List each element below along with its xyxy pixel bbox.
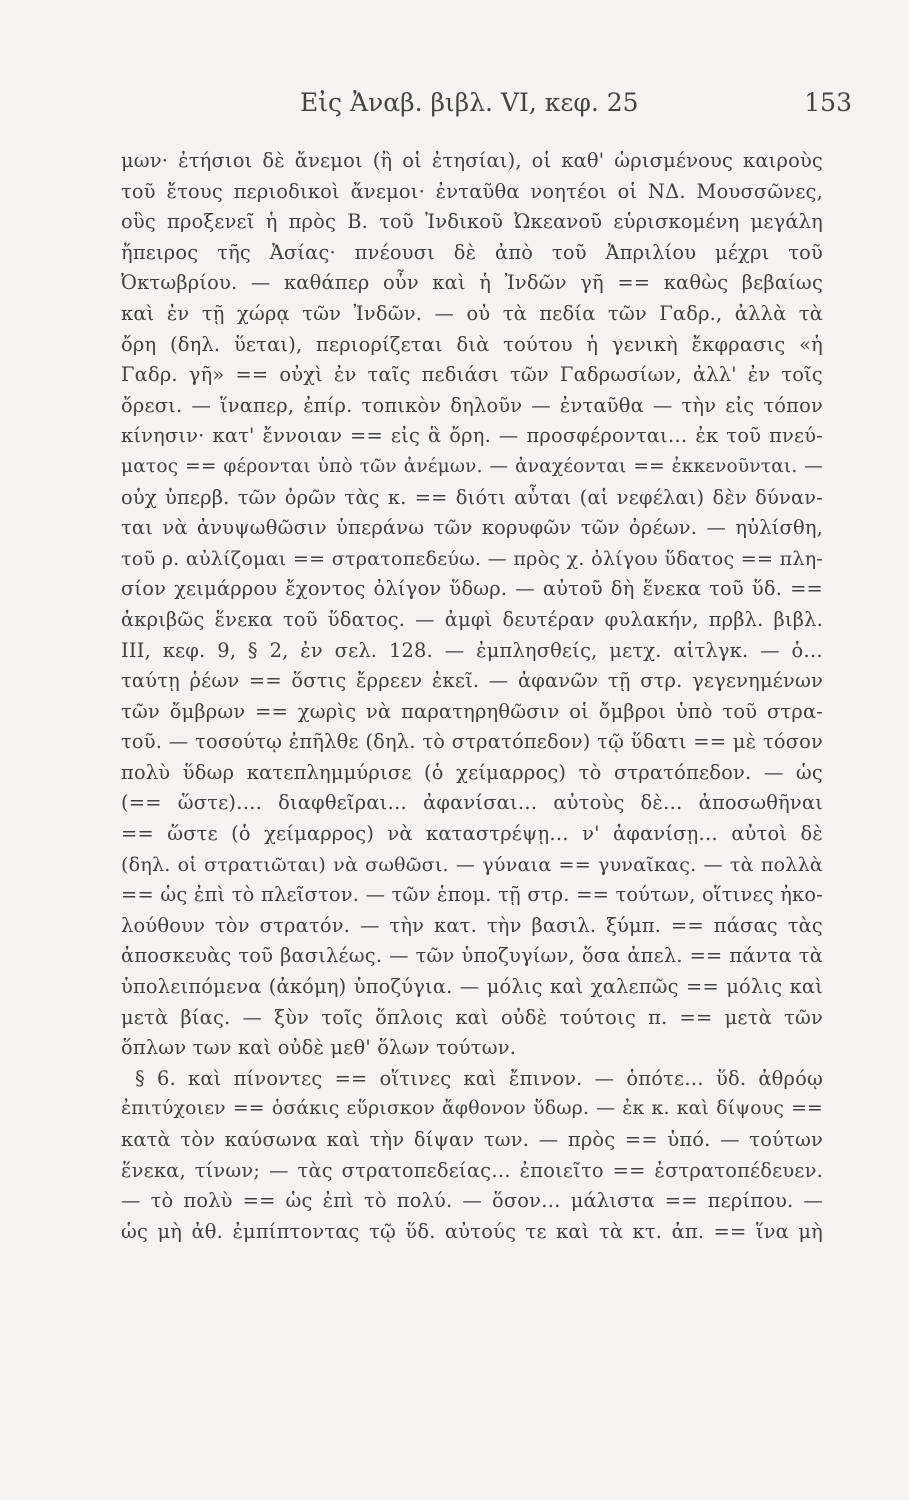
text-line: τοῦ ρ. αὐλίζομαι == στρατοπεδεύω. — πρὸς χ. ὀλίγου ὕδατος == πλη-	[121, 546, 823, 570]
text-line: πολὺ ὕδωρ κατεπλημμύρισε (ὁ χείμαρρος) τὸ στρατόπεδον. — ὡς	[121, 760, 823, 784]
section-start-line: § 6. καὶ πίνοντες == οἵτινες καὶ ἔπινον. — ὁπότε… ὕδ. ἀθρόῳ	[135, 1066, 823, 1090]
text-line: οὐχ ὑπερβ. τῶν ὀρῶν τὰς κ. == διότι αὗται (αἱ νεφέλαι) δὲν δύναν-	[121, 485, 823, 509]
text-line: λούθουν τὸν στρατόν. — τὴν κατ. τὴν βασιλ. ξύμπ. == πάσας τὰς	[121, 913, 823, 937]
text-line: ἕνεκα, τίνων; — τὰς στρατοπεδείας… ἐποιεῖτο == ἐστρατοπέδευεν.	[121, 1158, 823, 1182]
text-line: ὡς μὴ ἀθ. ἐμπίπτοντας τῷ ὕδ. αὐτούς τε καὶ τὰ κτ. ἀπ. == ἵνα μὴ	[121, 1219, 823, 1243]
text-line: οὓς προξενεῖ ἡ πρὸς Β. τοῦ Ἰνδικοῦ Ὠκεανοῦ εὑρισκομένη μεγάλη	[121, 210, 823, 234]
text-line: == ὥστε (ὁ χείμαρρος) νὰ καταστρέψῃ… ν' ἀφανίσῃ… αὐτοὶ δὲ	[121, 822, 823, 846]
text-line: ἤπειρος τῆς Ἀσίας· πνέουσι δὲ ἀπὸ τοῦ Ἀπριλίου μέχρι τοῦ	[121, 240, 823, 264]
text-line: Γαδρ. γῆ» == οὐχὶ ἐν ταῖς πεδιάσι τῶν Γαδρωσίων, ἀλλ' ἐν τοῖς	[121, 363, 823, 387]
text-line: ὑπολειπόμενα (ἀκόμη) ὑποζύγια. — μόλις καὶ χαλεπῶς == μόλις καὶ	[121, 975, 823, 999]
text-line: ταύτῃ ῥέων == ὅστις ἔρρεεν ἐκεῖ. — ἀφανῶν τῇ στρ. γεγενημένων	[121, 669, 823, 693]
text-line: τῶν ὄμβρων == χωρὶς νὰ παρατηρηθῶσιν οἱ ὄμβροι ὑπὸ τοῦ στρα-	[121, 699, 823, 723]
text-line: σίον χειμάρρου ἔχοντος ὀλίγον ὕδωρ. — αὐτοῦ δὴ ἕνεκα τοῦ ὕδ. ==	[121, 577, 823, 601]
text-line: μων· ἐτήσιοι δὲ ἄνεμοι (ἢ οἱ ἐτησίαι), οἱ καθ' ὡρισμένους καιροὺς	[121, 149, 823, 172]
text-line: ται νὰ ἀνυψωθῶσιν ὑπεράνω τῶν κορυφῶν τῶν ὀρέων. — ηὐλίσθη,	[121, 516, 823, 540]
text-line: Ὀκτωβρίου. — καθάπερ οὖν καὶ ἡ Ἰνδῶν γῆ == καθὼς βεβαίως	[121, 271, 823, 295]
text-line: III, κεφ. 9, § 2, ἐν σελ. 128. — ἐμπλησθείς, μετχ. αἰτλγκ. — ὁ…	[121, 638, 823, 662]
text-line: ἀποσκευὰς τοῦ βασιλέως. — τῶν ὑποζυγίων, ὅσα ἀπελ. == πάντα τὰ	[121, 944, 823, 968]
running-head	[0, 88, 909, 122]
text-line: (δηλ. οἱ στρατιῶται) νὰ σωθῶσι. — γύναια == γυναῖκας. — τὰ πολλὰ	[121, 852, 823, 876]
text-line: ὄρη (δηλ. ὕεται), περιορίζεται διὰ τούτου ἡ γενικὴ ἔκφρασις «ἡ	[121, 332, 823, 356]
text-line: τοῦ ἔτους περιοδικοὶ ἄνεμοι· ἐνταῦθα νοητέοι οἱ ΝΔ. Μουσσῶνες,	[121, 179, 823, 203]
text-line: καὶ ἐν τῇ χώρᾳ τῶν Ἰνδῶν. — οὐ τὰ πεδία τῶν Γαδρ., ἀλλὰ τὰ	[121, 301, 823, 325]
text-line: τοῦ. — τοσούτῳ ἐπῆλθε (δηλ. τὸ στρατόπεδον) τῷ ὕδατι == μὲ τόσον	[121, 730, 823, 754]
text-line: κατὰ τὸν καύσωνα καὶ τὴν δίψαν των. — πρὸς == ὑπό. — τούτων	[121, 1128, 823, 1151]
text-line: κίνησιν· κατ' ἔννοιαν == εἰς ἃ ὄρη. — προσφέρονται… ἐκ τοῦ πνεύ-	[121, 424, 823, 448]
text-line: (== ὥστε)…. διαφθεῖραι… ἀφανίσαι… αὐτοὺς δὲ… ἀποσωθῆναι	[121, 791, 823, 815]
text-line: == ὡς ἐπὶ τὸ πλεῖστον. — τῶν ἑπομ. τῇ στρ. == τούτων, οἵτινες ἠκο-	[121, 883, 823, 907]
text-line: ματος == φέρονται ὑπὸ τῶν ἀνέμων. — ἀναχέονται == ἐκκενοῦνται. —	[121, 455, 823, 477]
commentary-text	[121, 146, 823, 1247]
text-line: μετὰ βίας. — ξὺν τοῖς ὅπλοις καὶ οὐδὲ τούτοις π. == μετὰ τῶν	[121, 1005, 823, 1029]
text-line: — τὸ πολὺ == ὡς ἐπὶ τὸ πολύ. — ὅσον… μάλιστα == περίπου. —	[121, 1189, 823, 1213]
text-line: ὅπλων των καὶ οὐδὲ μεθ' ὅλων τούτων.	[121, 1036, 517, 1060]
text-line: ὄρεσι. — ἵναπερ, ἐπίρ. τοπικὸν δηλοῦν — ἐνταῦθα — τὴν εἰς τόπον	[121, 393, 823, 417]
text-line: ἀκριβῶς ἕνεκα τοῦ ὕδατος. — ἀμφὶ δευτέραν φυλακήν, πρβλ. βιβλ.	[121, 607, 823, 631]
text-line: ἐπιτύχοιεν == ὁσάκις εὕρισκον ἄφθονον ὕδωρ. — ἐκ κ. καὶ δίψους ==	[121, 1098, 823, 1120]
running-title: Εἰς Ἀναβ. βιβλ. VI, κεφ. 25	[300, 88, 639, 117]
page-number: 153	[804, 88, 852, 117]
